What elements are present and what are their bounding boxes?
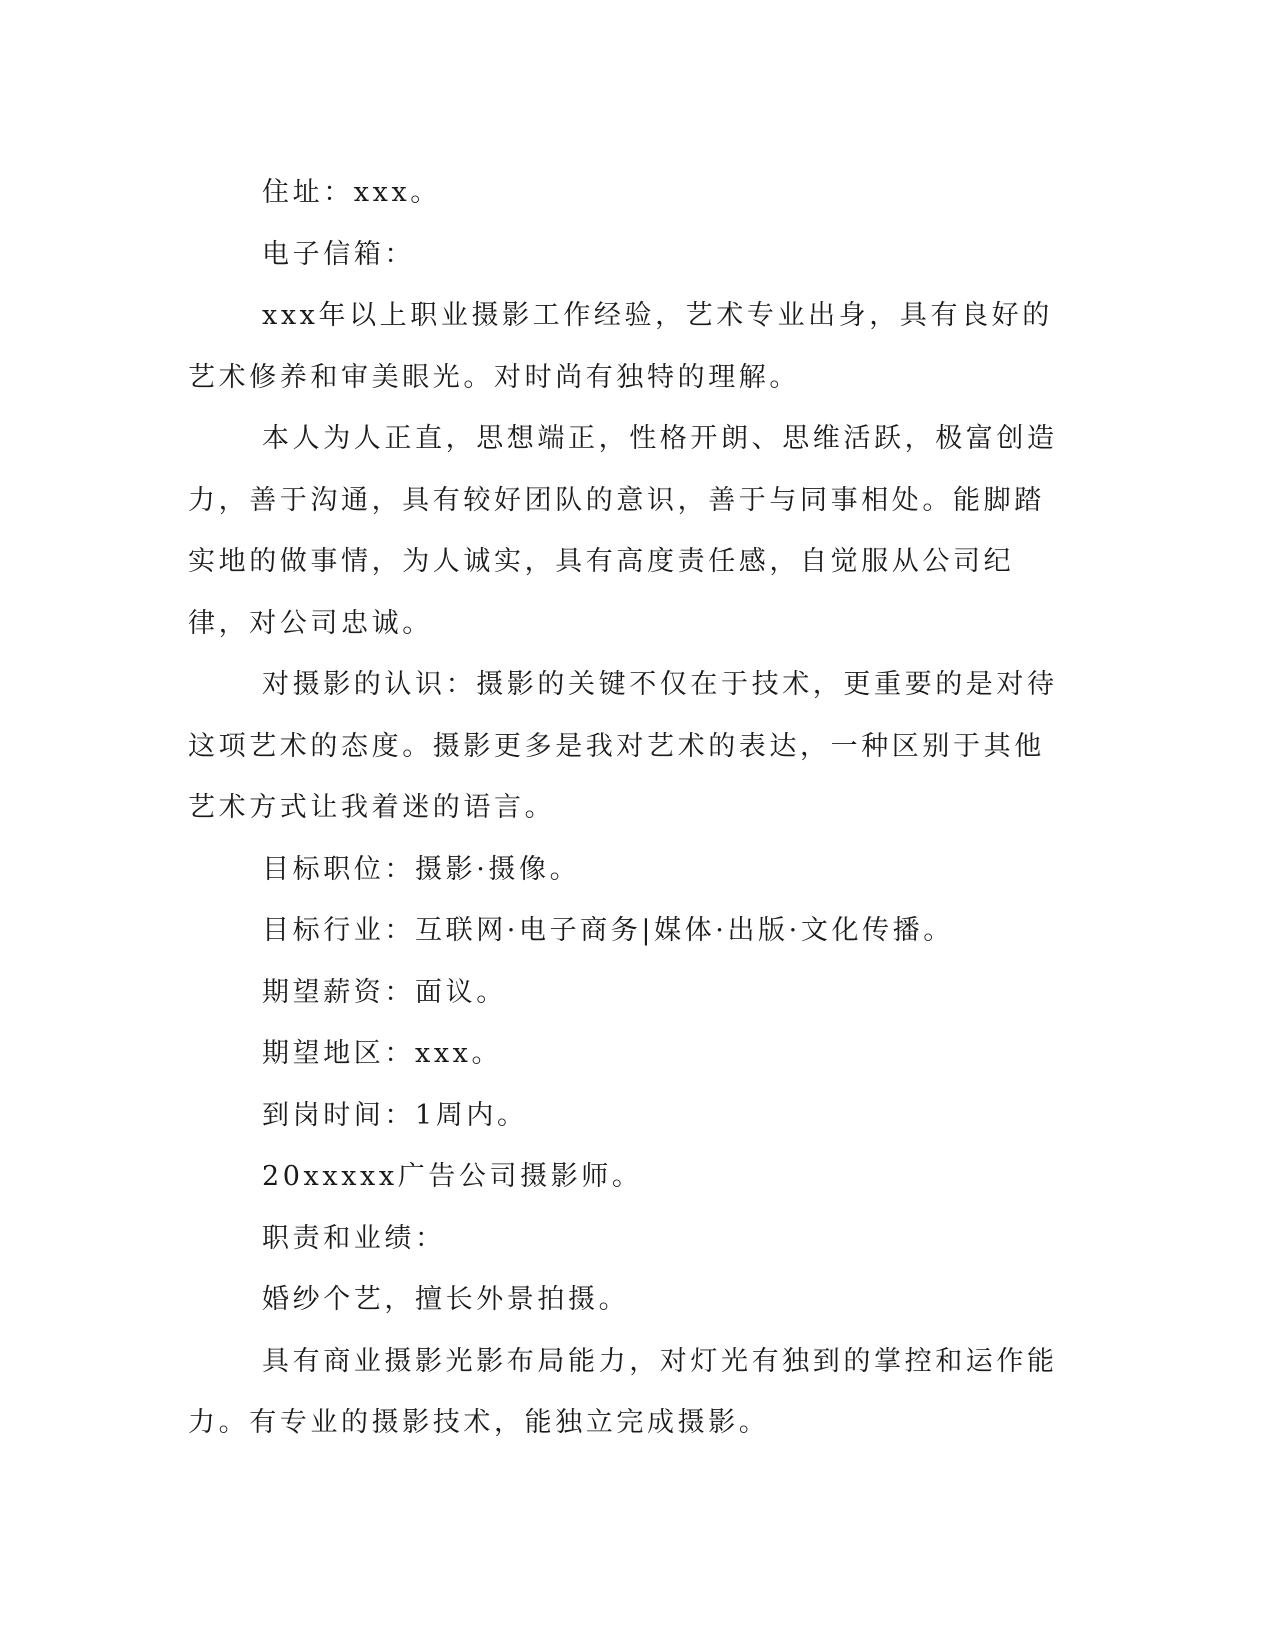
experience-paragraph: xxx年以上职业摄影工作经验，艺术专业出身，具有良好的艺术修养和审美眼光。对时尚有独特的理解。 [188,300,1053,393]
email-line: 电子信箱： [262,238,415,270]
target-industry-line: 目标行业：互联网·电子商务|媒体·出版·文化传播。 [262,915,954,946]
duties-heading: 职责和业绩： [262,1222,446,1254]
job-history-line: 20xxxxx广告公司摄影师。 [262,1161,643,1192]
duty-item-wedding: 婚纱个艺，擅长外景拍摄。 [262,1284,630,1315]
address-line: 住址：xxx。 [262,177,441,208]
document-body [188,162,1068,1454]
duty-item-commercial: 具有商业摄影光影布局能力，对灯光有独到的掌控和运作能力。有专业的摄影技术，能独立完成摄影。 [188,1345,1058,1438]
expected-region-line: 期望地区：xxx。 [262,1038,503,1069]
target-position-line: 目标职位：摄影·摄像。 [262,853,581,885]
self-evaluation-paragraph: 本人为人正直，思想端正，性格开朗、思维活跃，极富创造力，善于沟通，具有较好团队的意识，善于与同事相处。能脚踏实地的做事情，为人诚实，具有高度责任感，自觉服从公司纪律，对公司忠诚。 [188,423,1058,639]
expected-salary-line: 期望薪资：面议。 [262,976,507,1008]
start-time-line: 到岗时间：1周内。 [262,1099,528,1131]
photography-view-paragraph: 对摄影的认识：摄影的关键不仅在于技术，更重要的是对待这项艺术的态度。摄影更多是我对艺术的表达，一种区别于其他艺术方式让我着迷的语言。 [188,669,1058,823]
